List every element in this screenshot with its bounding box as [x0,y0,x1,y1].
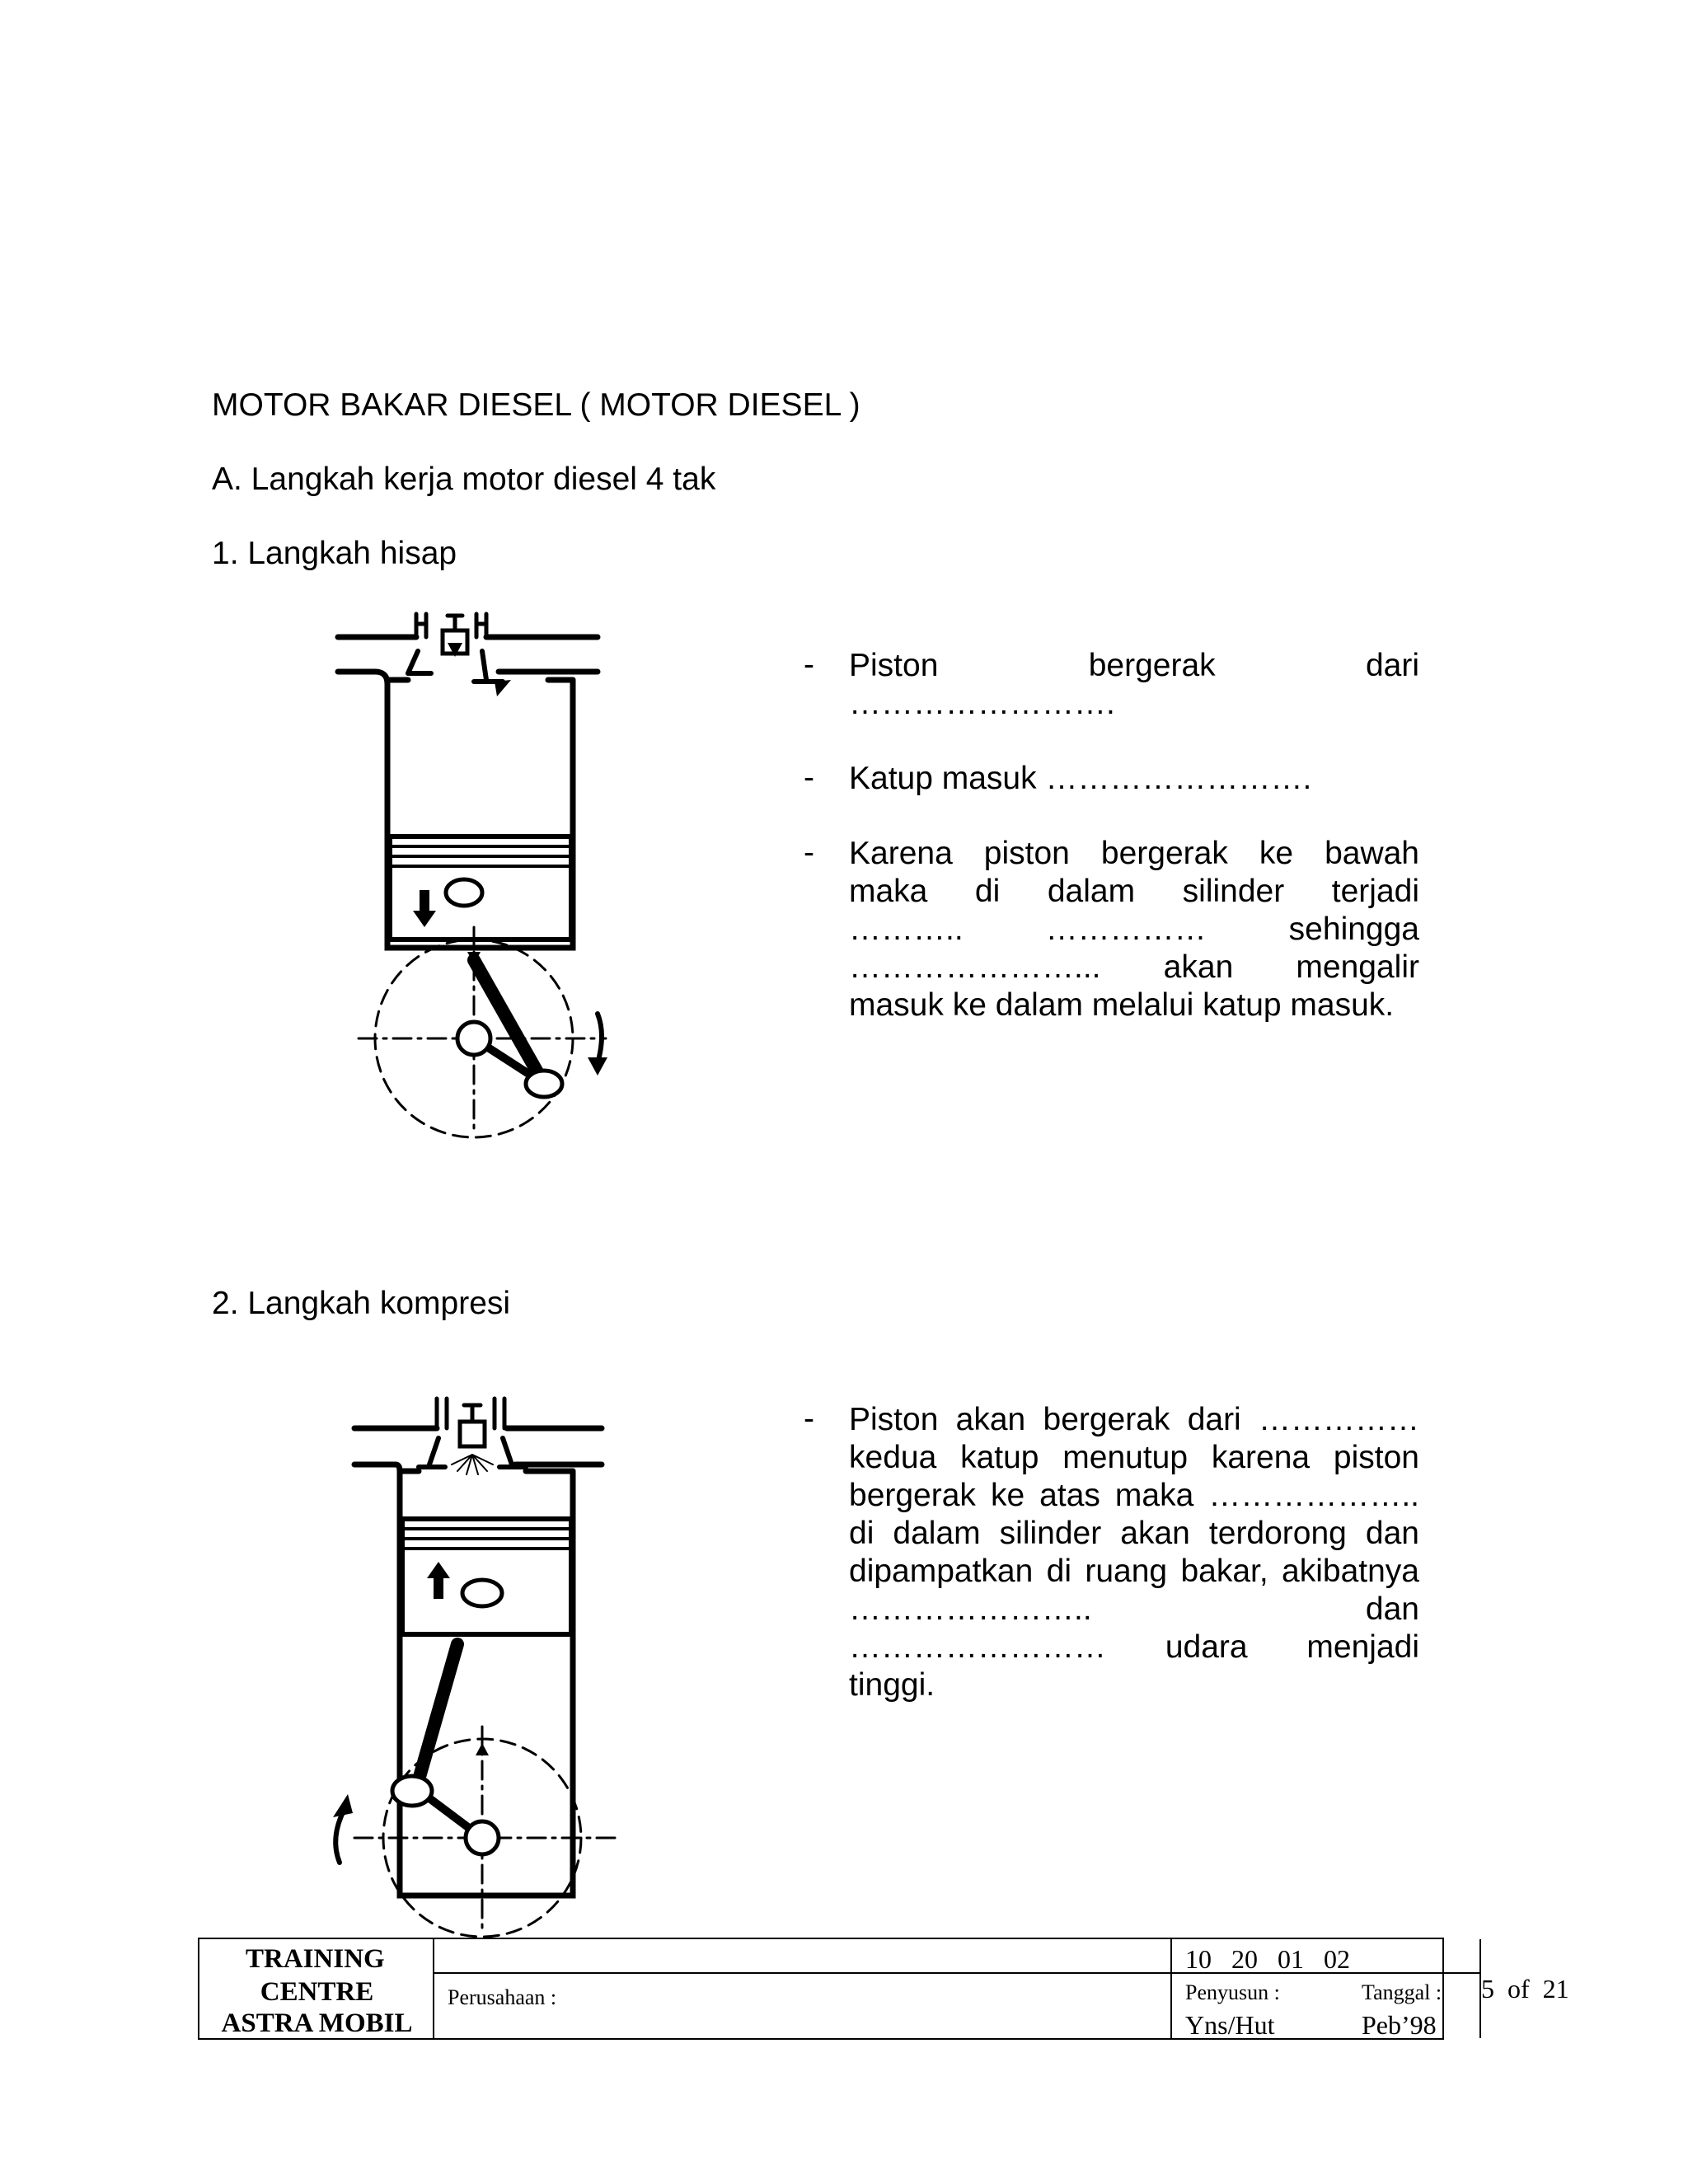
document-code: 10 20 01 02 [1185,1944,1350,1974]
bullet-line: kedua katup menutup karena piston [849,1440,1419,1475]
tanggal-value: Peb’98 [1362,2010,1437,2040]
org-name-line3: ASTRA MOBIL [221,2008,413,2038]
bullet-line: …………………... akan mengalir [849,949,1419,985]
bullet-line: Piston bergerak dari [849,648,1419,683]
footer-divider [434,1972,1170,1974]
bullet-dash: - [804,835,814,870]
section-a-heading: A. Langkah kerja motor diesel 4 tak [212,462,716,497]
bullet-line: masuk ke dalam melalui katup masuk. [849,987,1395,1023]
bullet-line: tinggi. [849,1667,935,1703]
footer-meta-cell [1172,1939,1481,2038]
step1-bullet-2 [849,760,1419,798]
bullet-line: ……………………. [849,686,1115,721]
bullet-line: Katup masuk ……………………. [849,761,1312,796]
step1-heading: 1. Langkah hisap [212,536,457,571]
step2-heading: 2. Langkah kompresi [212,1286,511,1321]
perusahaan-label: Perusahaan : [448,1985,557,2009]
penyusun-value: Yns/Hut [1185,2010,1275,2040]
footer-divider [1172,1972,1479,1974]
bullet-dash: - [804,647,814,682]
compression-stroke-diagram [305,1389,635,1933]
bullet-line: Karena piston bergerak ke bawah [849,836,1419,871]
bullet-dash: - [804,1401,814,1436]
step1-bullet-3 [849,835,1419,1024]
bullet-line: dipampatkan di ruang bakar, akibatnya [849,1554,1419,1589]
bullet-line: ……….. …………… sehingga [849,912,1419,947]
tanggal-label: Tanggal : [1362,1980,1442,2004]
footer-org-cell [199,1939,434,2038]
footer-company-cell [434,1939,1172,2038]
org-name-line2: CENTRE [260,1977,374,2007]
bullet-line: di dalam silinder akan terdorong dan [849,1516,1419,1551]
step1-bullet-1 [849,647,1419,723]
bullet-dash: - [804,760,814,795]
page-title: MOTOR BAKAR DIESEL ( MOTOR DIESEL ) [212,387,860,423]
bullet-line: …………………… udara menjadi [849,1629,1419,1665]
intake-stroke-diagram [326,606,639,1133]
step2-bullet-1 [849,1401,1419,1704]
org-name-line1: TRAINING [246,1944,385,1974]
penyusun-label: Penyusun : [1185,1980,1280,2004]
bullet-line: maka di dalam silinder terjadi [849,874,1419,909]
document-footer-table: TRAINING CENTRE ASTRA MOBIL Perusahaan : 10 20 01 02 Penyusun : Tanggal : Yns/Hut Peb’98 5 of 21 [198,1938,1444,2040]
bullet-line: Piston akan bergerak dari …………… [849,1402,1419,1437]
bullet-line: bergerak ke atas maka ……………….. [849,1478,1419,1513]
bullet-line: ………………….. dan [849,1591,1419,1627]
